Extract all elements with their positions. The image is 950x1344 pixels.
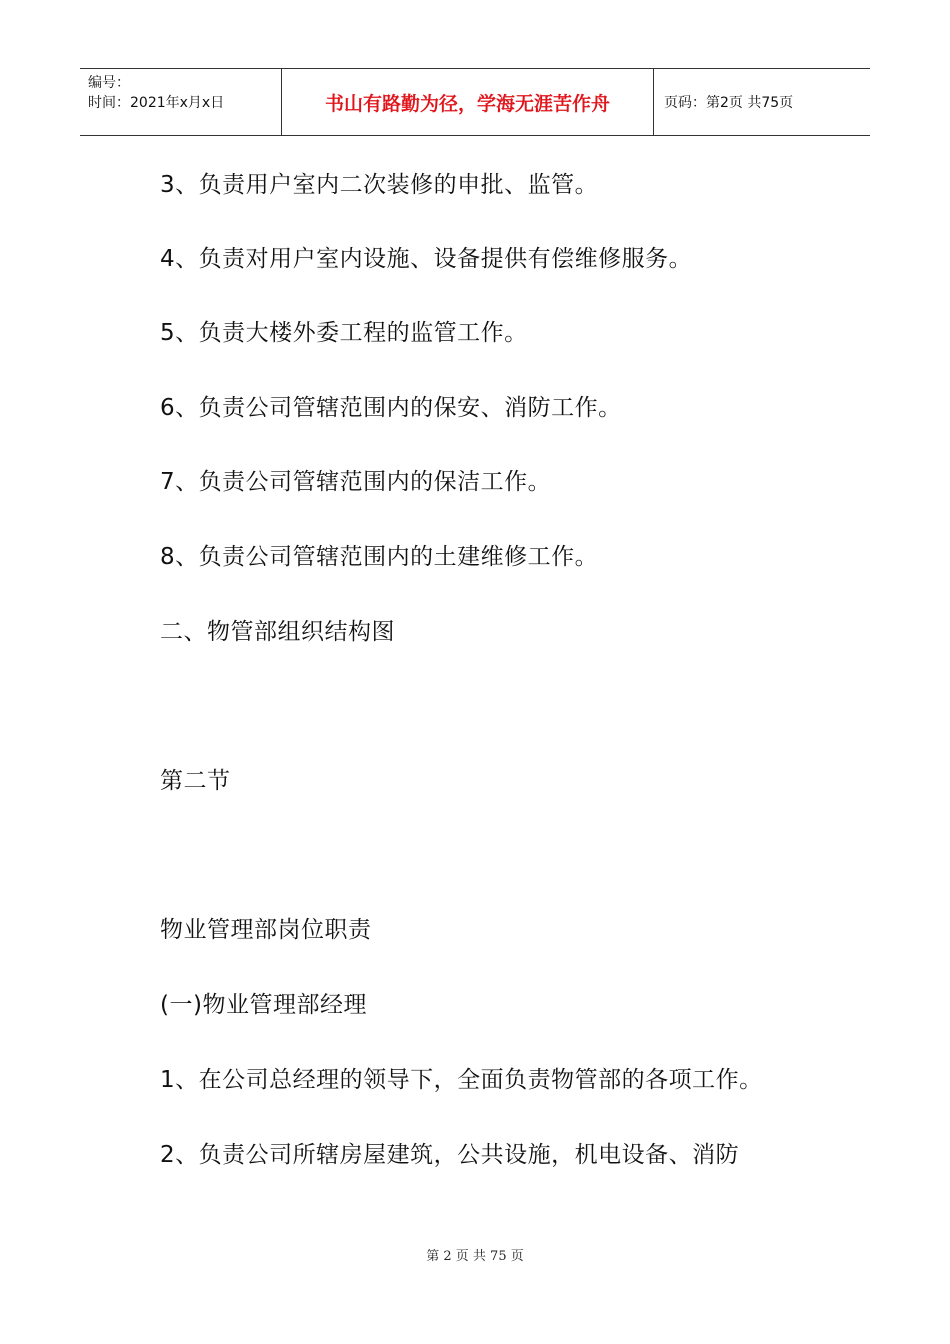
page-footer: 第 2 页 共 75 页 xyxy=(426,1249,524,1264)
duty-item-3: 3、负责用户室内二次装修的申批、监管。 xyxy=(160,172,599,198)
time-label: 时间：2021年x月x日 xyxy=(88,95,225,111)
section-subtitle: 物业管理部岗位职责 xyxy=(160,917,372,943)
duty-item-6: 6、负责公司管辖范围内的保安、消防工作。 xyxy=(160,395,622,421)
duty-item-4: 4、负责对用户室内设施、设备提供有偿维修服务。 xyxy=(160,246,693,272)
duty-item-5: 5、负责大楼外委工程的监管工作。 xyxy=(160,320,528,346)
header-page-info: 页码：第2页 共75页 xyxy=(664,95,794,111)
duty-item-7: 7、负责公司管辖范围内的保洁工作。 xyxy=(160,469,552,495)
role-duty-1: 1、在公司总经理的领导下，全面负责物管部的各项工作。 xyxy=(160,1067,763,1093)
page-header xyxy=(80,68,870,136)
section-heading-org-chart: 二、物管部组织结构图 xyxy=(160,619,395,645)
number-label: 编号： xyxy=(88,75,130,91)
section-title: 第二节 xyxy=(160,768,231,794)
header-meta-cell xyxy=(80,69,282,135)
role-heading: (一)物业管理部经理 xyxy=(160,992,367,1018)
header-motto: 书山有路勤为径，学海无涯苦作舟 xyxy=(282,69,654,135)
duty-item-8: 8、负责公司管辖范围内的土建维修工作。 xyxy=(160,544,599,570)
role-duty-2: 2、负责公司所辖房屋建筑，公共设施，机电设备、消防 xyxy=(160,1142,740,1168)
